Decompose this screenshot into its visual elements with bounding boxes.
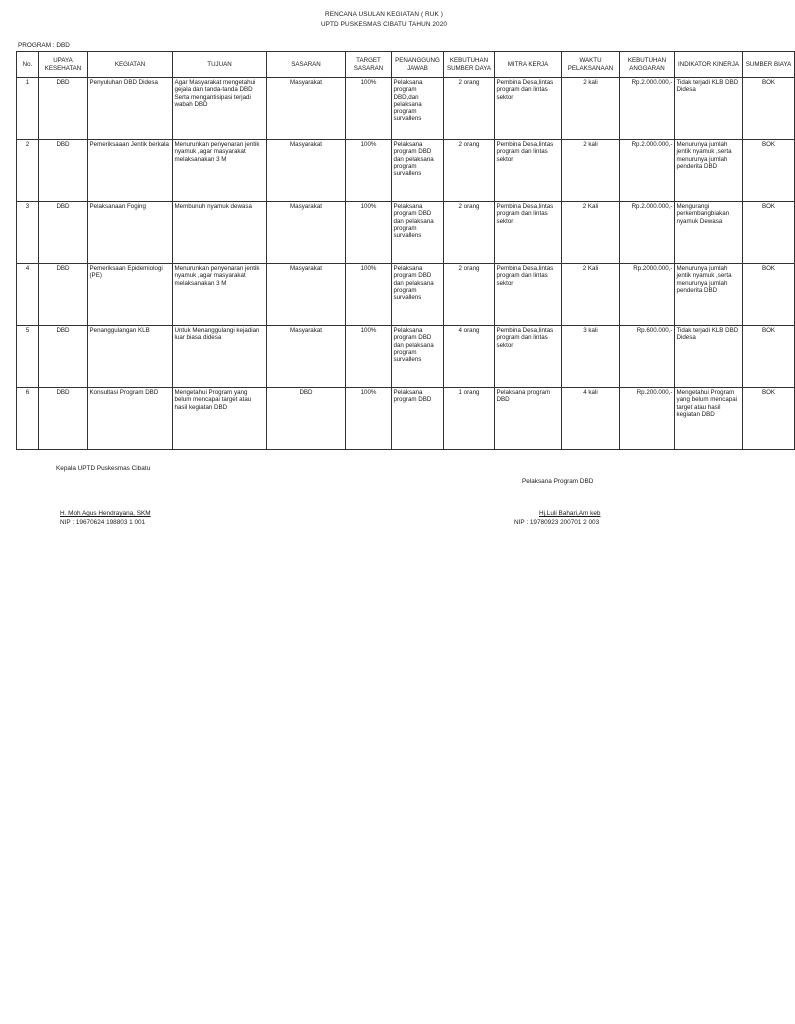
cell-kebutuhan-sumber-daya: 2 orang [444, 78, 495, 140]
cell-kebutuhan-sumber-daya: 2 orang [444, 202, 495, 264]
cell-indikator-kinerja: Menurunya jumlah jentik nyamuk ,serta menurunya jumlah penderita DBD [675, 264, 743, 326]
cell-tujuan: Membunuh nyamuk dewasa [173, 202, 267, 264]
header-waktu-pelaksanaan: WAKTU PELAKSANAAN [562, 52, 620, 78]
table-row [17, 78, 795, 140]
cell-sasaran: Masyarakat [267, 326, 346, 388]
left-signatory-nip: NIP : 19670624 198803 1 001 [60, 519, 146, 526]
cell-target-sasaran: 100% [346, 202, 392, 264]
cell-tujuan: Menurunkan penyenaran jentik nyamuk ,agar masyarakat melaksanakan 3 M [173, 264, 267, 326]
cell-tujuan: Mengetahui Program yang belum mencapai target atau hasil kegiatan DBD [173, 388, 267, 450]
cell-target-sasaran: 100% [346, 140, 392, 202]
cell-sumber-biaya: BOK [743, 140, 795, 202]
cell-waktu-pelaksanaan: 3 kali [562, 326, 620, 388]
table-row [17, 326, 795, 388]
cell-penanggung-jawab: Pelaksana program DBD dan pelaksana program survallens [392, 326, 444, 388]
cell-tujuan: Agar Masyarakat mengetahui gejala dan tanda-tanda DBD Serta mengantisipasi terjadi wabah DBD [173, 78, 267, 140]
cell-sumber-biaya: BOK [743, 326, 795, 388]
header-kebutuhan-sumber-daya: KEBUTUHAN SUMBER DAYA [444, 52, 495, 78]
cell-indikator-kinerja: Mengetahui Program yang belum mencapai target atau hasil kegiatan DBD [675, 388, 743, 450]
cell-penanggung-jawab: Pelaksana program DBD dan pelaksana program survallens [392, 140, 444, 202]
cell-kegiatan: Penyuluhan DBD Didesa [88, 78, 173, 140]
cell-penanggung-jawab: Pelaksana program DBD [392, 388, 444, 450]
cell-no: 4 [17, 264, 39, 326]
cell-kebutuhan-anggaran: Rp.600.000,- [620, 326, 675, 388]
table-row [17, 264, 795, 326]
cell-kegiatan: Konsultasi Program DBD [88, 388, 173, 450]
cell-upaya-kesehatan: DBD [39, 264, 88, 326]
right-signatory-nip: NIP : 19780923 200701 2 003 [514, 519, 600, 526]
left-signatory-name: H. Moh Agus Hendrayana, SKM [60, 510, 151, 517]
header-sasaran: SASARAN [267, 52, 346, 78]
program-label: PROGRAM : DBD [18, 42, 70, 49]
cell-indikator-kinerja: Tidak terjadi KLB DBD Didesa [675, 78, 743, 140]
cell-penanggung-jawab: Pelaksana program DBD dan pelaksana program survallens [392, 264, 444, 326]
cell-no: 3 [17, 202, 39, 264]
cell-no: 1 [17, 78, 39, 140]
cell-sasaran: Masyarakat [267, 140, 346, 202]
header-kebutuhan-anggaran: KEBUTUHAN ANGGARAN [620, 52, 675, 78]
cell-sumber-biaya: BOK [743, 78, 795, 140]
cell-sumber-biaya: BOK [743, 388, 795, 450]
cell-target-sasaran: 100% [346, 264, 392, 326]
cell-sasaran: Masyarakat [267, 264, 346, 326]
cell-kebutuhan-sumber-daya: 2 orang [444, 140, 495, 202]
cell-kebutuhan-sumber-daya: 4 orang [444, 326, 495, 388]
cell-waktu-pelaksanaan: 2 Kali [562, 202, 620, 264]
cell-no: 2 [17, 140, 39, 202]
cell-no: 5 [17, 326, 39, 388]
cell-mitra-kerja: Pelaksana program DBD [495, 388, 562, 450]
cell-kebutuhan-anggaran: Rp.200.000,- [620, 388, 675, 450]
cell-sumber-biaya: BOK [743, 202, 795, 264]
right-signatory-name: Hj.Luli Bahari,Am keb [539, 510, 601, 517]
cell-sasaran: DBD [267, 388, 346, 450]
cell-no: 6 [17, 388, 39, 450]
cell-mitra-kerja: Pembina Desa,lintas program dan lintas sektor [495, 140, 562, 202]
right-signatory-role: Pelaksana Program DBD [522, 478, 594, 485]
cell-waktu-pelaksanaan: 2 Kali [562, 264, 620, 326]
table-header-row [17, 52, 795, 78]
cell-kebutuhan-anggaran: Rp.2.000.000,- [620, 202, 675, 264]
cell-mitra-kerja: Pembina Desa,lintas program dan lintas sektor [495, 78, 562, 140]
cell-waktu-pelaksanaan: 2 kali [562, 78, 620, 140]
cell-mitra-kerja: Pembina Desa,lintas program dan lintas sektor [495, 326, 562, 388]
cell-penanggung-jawab: Pelaksana program DBD,dan pelaksana program survallens [392, 78, 444, 140]
header-kegiatan: KEGIATAN [88, 52, 173, 78]
header-sumber-biaya: SUMBER BIAYA [743, 52, 795, 78]
cell-waktu-pelaksanaan: 4 kali [562, 388, 620, 450]
header-indikator-kinerja: INDIKATOR KINERJA [675, 52, 743, 78]
header-penanggung-jawab: PENANGGUNG JAWAB [392, 52, 444, 78]
cell-waktu-pelaksanaan: 2 kali [562, 140, 620, 202]
cell-sasaran: Masyarakat [267, 202, 346, 264]
cell-sasaran: Masyarakat [267, 78, 346, 140]
cell-upaya-kesehatan: DBD [39, 140, 88, 202]
cell-kegiatan: Pemeriksaaan Jentik berkala [88, 140, 173, 202]
document-subtitle: UPTD PUSKESMAS CIBATU TAHUN 2020 [320, 21, 448, 28]
cell-mitra-kerja: Pembina Desa,lintas program dan lintas sektor [495, 264, 562, 326]
ruk-table [16, 51, 795, 450]
header-no: No. [17, 52, 39, 78]
table-row [17, 202, 795, 264]
cell-kebutuhan-anggaran: Rp.2000.000,- [620, 264, 675, 326]
cell-target-sasaran: 100% [346, 388, 392, 450]
header-upaya-kesehatan: UPAYA KESEHATAN [39, 52, 88, 78]
cell-kegiatan: Penanggulangan KLB [88, 326, 173, 388]
cell-upaya-kesehatan: DBD [39, 326, 88, 388]
cell-indikator-kinerja: Tidak terjadi KLB DBD Didesa [675, 326, 743, 388]
cell-indikator-kinerja: Menurunya jumlah jentik nyamuk ,serta menurunya jumlah penderita DBD [675, 140, 743, 202]
cell-tujuan: Menurunkan penyenaran jentik nyamuk ,agar masyarakat melaksanakan 3 M [173, 140, 267, 202]
left-signatory-role: Kepala UPTD Puskesmas Cibatu [56, 465, 151, 472]
cell-tujuan: Untuk Menanggulangi kejadian luar biasa didesa [173, 326, 267, 388]
cell-kegiatan: Pemeriksaan Epidemiologi (PE) [88, 264, 173, 326]
cell-penanggung-jawab: Pelaksana program DBD dan pelaksana program survallens [392, 202, 444, 264]
header-mitra-kerja: MITRA KERJA [495, 52, 562, 78]
header-tujuan: TUJUAN [173, 52, 267, 78]
header-target-sasaran: TARGET SASARAN [346, 52, 392, 78]
cell-upaya-kesehatan: DBD [39, 202, 88, 264]
cell-indikator-kinerja: Mengurangi perkembangbiakan nyamuk Dewasa [675, 202, 743, 264]
cell-kegiatan: Pelaksanaan Foging [88, 202, 173, 264]
cell-target-sasaran: 100% [346, 326, 392, 388]
cell-upaya-kesehatan: DBD [39, 388, 88, 450]
cell-upaya-kesehatan: DBD [39, 78, 88, 140]
cell-kebutuhan-sumber-daya: 2 orang [444, 264, 495, 326]
cell-sumber-biaya: BOK [743, 264, 795, 326]
document-title: RENCANA USULAN KEGIATAN ( RUK ) [325, 11, 443, 18]
cell-kebutuhan-anggaran: Rp.2.000.000,- [620, 78, 675, 140]
table-row [17, 388, 795, 450]
table-row [17, 140, 795, 202]
cell-kebutuhan-anggaran: Rp.2.000.000,- [620, 140, 675, 202]
cell-target-sasaran: 100% [346, 78, 392, 140]
cell-kebutuhan-sumber-daya: 1 orang [444, 388, 495, 450]
cell-mitra-kerja: Pembina Desa,lintas program dan lintas sektor [495, 202, 562, 264]
